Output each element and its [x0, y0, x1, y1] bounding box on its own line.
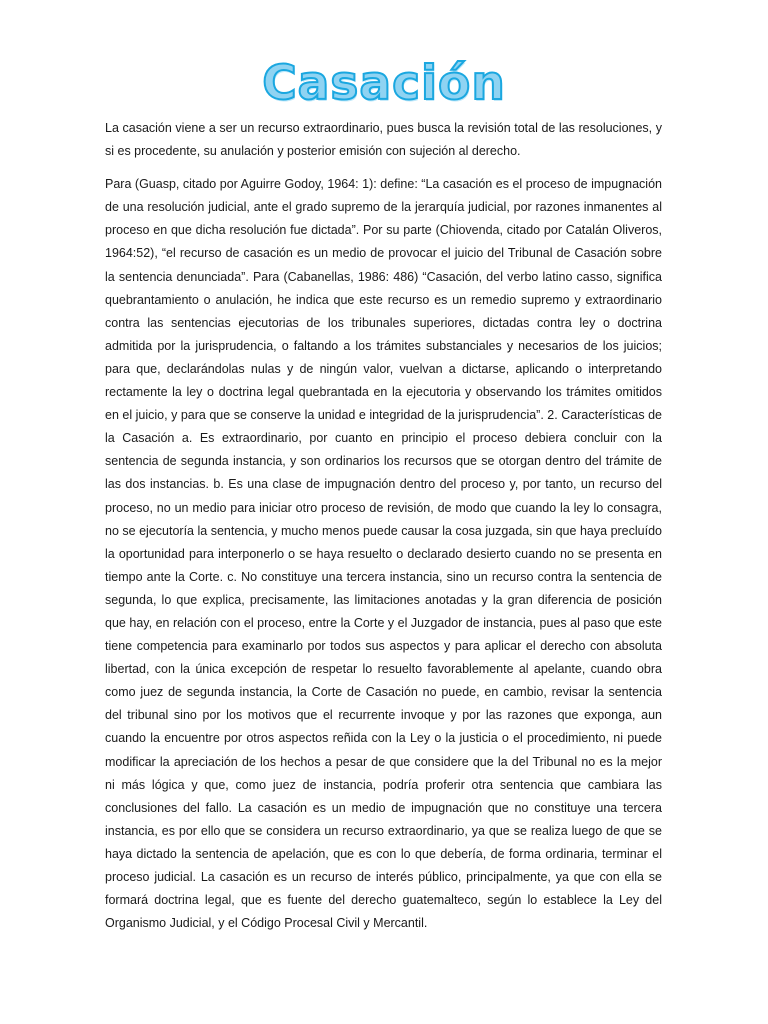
document-body — [105, 117, 662, 935]
document-title: Casación — [262, 55, 506, 111]
paragraph-intro: La casación viene a ser un recurso extraordinario, pues busca la revisión total de las resoluciones, y si es procedente, su anulación y posterior emisión con sujeción al derecho. — [105, 121, 662, 159]
title-container — [0, 52, 768, 114]
paragraph-definitions: Para (Guasp, citado por Aguirre Godoy, 1964: 1): define: “La casación es el proceso de impugnación de una resolución judicial, ante el grado supremo de la jerarquía judicial, por razones inmanentes al proceso en que dicha resolución fue dictada”. Por su parte (Chiovenda, citado por Catalán Oliveros, 1964:52), “el recurso de casación es un medio de provocar el juicio del Tribunal de Casación sobre la sentencia denunciada”. Para (Cabanellas, 1986: 486) “Casación, del verbo latino casso, significa quebrantamiento o anulación, he indica que este recurso es un remedio supremo y extraordinario contra las sentencias ejecutorias de los tribunales superiores, dictadas contra ley o doctrina admitida por la jurisprudencia, o faltando a los trámites substanciales y necesarios de los juicios; para que, declarándolas nulas y de ningún valor, vuelvan a dictarse, aplicando o interpretando rectamente la ley o doctrina legal quebrantada en la ejecutoria y observando los trámites omitidos en el juicio, y para que se conserve la unidad e integridad de la jurisprudencia”. 2. Características de la Casación a. Es extraordinario, por cuanto en principio el proceso debiera concluir con la sentencia de segunda instancia, y son ordinarios los recursos que se otorgan dentro del trámite de las dos instancias. b. Es una clase de impugnación dentro del proceso y, por tanto, un recurso del proceso, no un medio para iniciar otro proceso de revisión, de modo que cuando la ley lo consagra, no se ejecutoría la sentencia, y mucho menos puede causar la cosa juzgada, sin que haya precluído la oportunidad para interponerlo o se haya resuelto o declarado desierto cuando no se presenta en tiempo ante la Corte. c. No constituye una tercera instancia, sino un recurso contra la sentencia de segunda, lo que explica, precisamente, las limitaciones anotadas y la gran diferencia de posición que hay, en relación con el proceso, entre la Corte y el Juzgador de instancia, pues al paso que este tiene competencia para examinarlo por todos sus aspectos y para aplicar el derecho con absoluta libertad, con la única excepción de respetar lo resuelto favorablemente al apelante, cuando obra como juez de segunda instancia, la Corte de Casación no puede, en cambio, revisar la sentencia del tribunal sino por los motivos que el recurrente invoque y por las razones que exponga, aun cuando la encuentre por otros aspectos reñida con la Ley o la justicia o el procedimiento, ni puede modificar la apreciación de los hechos a pesar de que considere que la del Tribunal no es la mejor ni más lógica y que, como juez de instancia, podría proferir otra sentencia que cambiara las conclusiones del fallo. La casación es un medio de impugnación que no constituye una tercera instancia, es por ello que se considera un recurso extraordinario, ya que se realiza luego de que se haya dictado la sentencia de apelación, que es con lo que debería, de forma ordinaria, terminar el proceso judicial. La casación es un recurso de interés público, principalmente, ya que con ella se formará doctrina legal, que es fuente del derecho guatemalteco, según lo establece la Ley del Organismo Judicial, y el Código Procesal Civil y Mercantil. — [105, 177, 662, 931]
